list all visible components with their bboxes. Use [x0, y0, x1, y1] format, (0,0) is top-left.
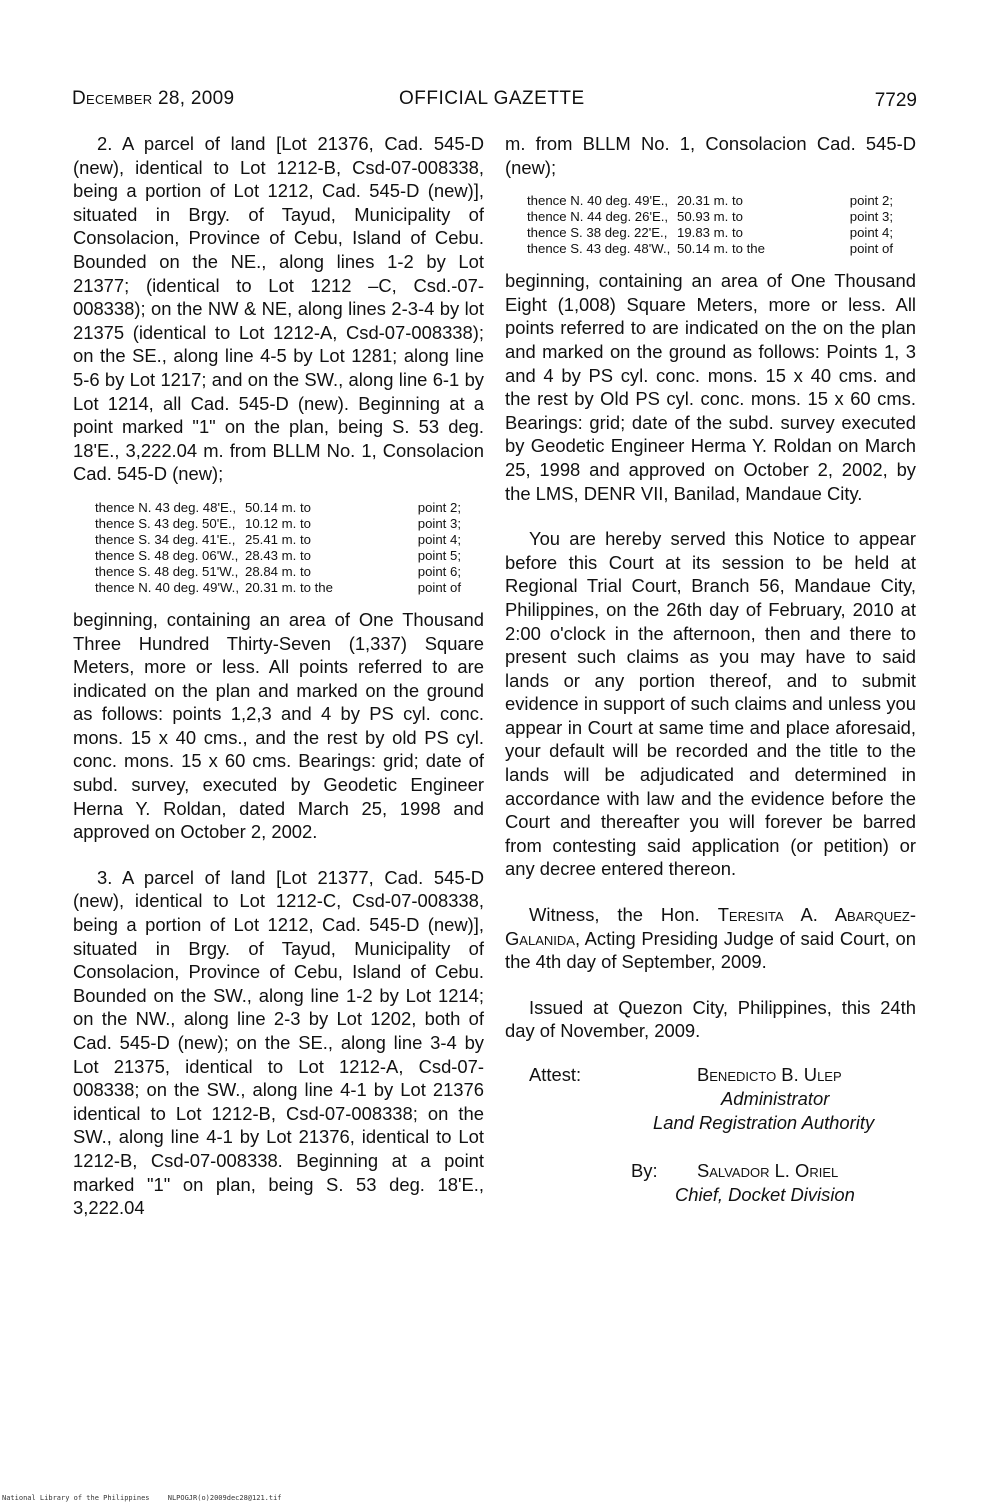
bearing-row: thence S. 48 deg. 51'W., 28.84 m. to point 6;: [95, 563, 461, 579]
judge-name: Teresita A. Abarquez-Galanida: [505, 904, 916, 949]
attest-name: Benedicto B. Ulep: [697, 1064, 842, 1085]
notice-paragraph: You are hereby served this Notice to appear before this Court at its session to be held at Regional Trial Court, Branch 56, Mandaue City, Philippines, on the 26th day of February, 2010 at 2:00 o'clock in the afternoon, then and there to present such claims as you may have to said lands or any portion thereof, and to submit evidence in support of such claims and unless you appear in Court at same time and place aforesaid, your default will be recorded and the title to the lands will be adjudicated and determined in accordance with law and the evidence before the Court and thereafter you will forever be barred from contesting said application (or petition) or any decree entered thereon.: [505, 528, 916, 880]
by-label: By:: [631, 1160, 658, 1181]
bearing-row: thence N. 43 deg. 48'E., 50.14 m. to point 2;: [95, 499, 461, 515]
parcel-2-bearings-table: [95, 500, 461, 596]
bearing-row: thence S. 38 deg. 22'E., 19.83 m. to point 4;: [527, 225, 893, 241]
by-name: Salvador L. Oriel: [697, 1160, 839, 1181]
scan-footer: [2, 1494, 296, 1502]
parcel-3-continued: m. from BLLM No. 1, Consolacion Cad. 545-D (new);: [505, 133, 916, 178]
parcel-2-area: beginning, containing an area of One Thousand Three Hundred Thirty-Seven (1,337) Square Meters, more or less. All points referred to are indicated on the plan and marked on the ground as follows: points 1,2,3 and 4 by PS cyl. conc. mons. 15 x 40 cms., and the rest by old PS cyl. conc. mons. 15 x 60 cms. Bearings: grid; date of subd. survey, executed by Geodetic Engineer Herna Y. Roldan, dated March 25, 1998 and approved on October 2, 2002.: [73, 608, 484, 843]
bearing-row: thence S. 43 deg. 50'E., 10.12 m. to point 3;: [95, 515, 461, 531]
bearing-row: thence N. 40 deg. 49'W., 20.31 m. to the point of: [95, 579, 461, 595]
footer-library: National Library of the Philippines: [2, 1494, 150, 1502]
issued-paragraph: Issued at Quezon City, Philippines, this 24th day of November, 2009.: [505, 996, 916, 1042]
parcel-3-bearings-table: [527, 193, 893, 257]
page-header: [72, 88, 917, 118]
bearing-row: thence S. 43 deg. 48'W., 50.14 m. to the point of: [527, 241, 893, 257]
page-number: 7729: [874, 90, 917, 111]
header-date: December 28, 2009: [72, 88, 235, 109]
footer-filename: NLPOGJR(o)2009dec28@121.tif: [167, 1494, 282, 1502]
right-column: [505, 132, 916, 1233]
left-column: [73, 132, 484, 1220]
bearing-row: thence N. 44 deg. 26'E., 50.93 m. to point 3;: [527, 209, 893, 225]
witness-paragraph: Witness, the Hon. Teresita A. Abarquez-Galanida, Acting Presiding Judge of said Court, on the 4th day of September, 2009.: [505, 904, 916, 973]
attest-title-administrator: Administrator: [721, 1088, 830, 1109]
bearing-row: thence S. 48 deg. 06'W., 28.43 m. to point 5;: [95, 547, 461, 563]
header-title: OFFICIAL GAZETTE: [399, 88, 585, 109]
attest-title-lra: Land Registration Authority: [653, 1112, 875, 1133]
by-title: Chief, Docket Division: [675, 1184, 855, 1205]
attest-label: Attest:: [529, 1064, 582, 1085]
parcel-3-description: 3. A parcel of land [Lot 21377, Cad. 545-D (new), identical to Lot 1212-C, Csd-07-008338, being a portion of Lot 1212, Cad. 545-D (new)], situated in Brgy. of Tayud, Municipality of Consolacion, Province of Cebu, Island of Cebu. Bounded on the SW., along line 1-2 by Lot 1214; on the NW., along line 2-3 by Lot 1202, both of Cad. 545-D (new); on the SE., along line 3-4 by Lot 21375, identical to Lot 1212-A, Csd-07-008338; on the SW., along line 4-1 by Lot 21376 identical to Lot 1212-B, Csd-07-008338; on the SW., along line 4-1 by Lot 21376, identical to Lot 1212-B, Csd-07-008338. Beginning at a point marked "1" on plan, being S. 53 deg. 18'E., 3,222.04: [73, 866, 484, 1219]
signature-block: [505, 1063, 916, 1233]
parcel-2-description: 2. A parcel of land [Lot 21376, Cad. 545-D (new), identical to Lot 1212-B, Csd-07-008338, being a portion of Lot 1212, Cad. 545-D (new)], situated in Brgy. of Tayud, Municipality of Consolacion, Province of Cebu, Island of Cebu. Bounded on the NE., along lines 1-2 by Lot 21377; (identical to Lot 1212 –C, Csd.-07-008338); on the NW & NE, along lines 2-3-4 by lot 21375 (identical to Lot 1212-A, Csd-07-008338); on the SE., along line 4-5 by Lot 1281; along line 5-6 by Lot 1217; and on the SW., along line 6-1 by Lot 1214, all Cad. 545-D (new). Beginning at a point marked "1" on the plan, being S. 53 deg. 18'E., 3,222.04 m. from BLLM No. 1, Consolacion Cad. 545-D (new);: [73, 133, 484, 485]
bearing-row: thence S. 34 deg. 41'E., 25.41 m. to point 4;: [95, 531, 461, 547]
parcel-3-area: beginning, containing an area of One Thousand Eight (1,008) Square Meters, more or less. All points referred to are indicated on the on the plan and marked on the ground as follows: Points 1, 3 and 4 by PS cyl. conc. mons. 15 x 40 cms. and the rest by Old PS cyl. conc. mons. 15 x 60 cms. Bearings: grid; date of the subd. survey executed by Geodetic Engineer Herma Y. Roldan on March 25, 1998 and approved on October 2, 2002, by the LMS, DENR VII, Banilad, Mandaue City.: [505, 270, 916, 504]
bearing-row: thence N. 40 deg. 49'E., 20.31 m. to point 2;: [527, 193, 893, 209]
